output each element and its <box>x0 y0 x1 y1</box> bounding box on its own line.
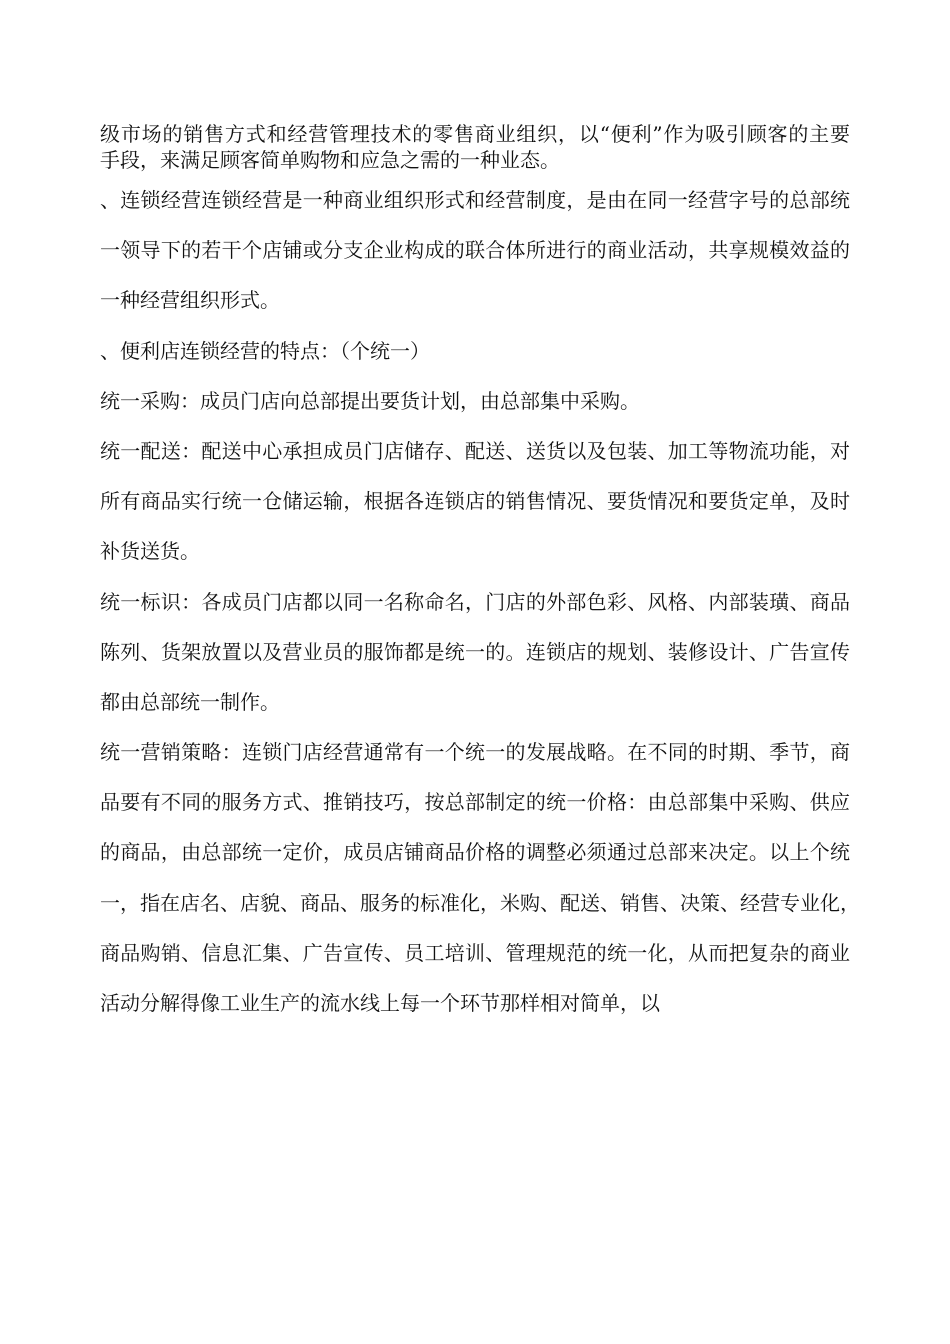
text-line: 统一营销策略：连锁门店经营通常有一个统一的发展战略。在不同的时期、季节，商 <box>100 740 850 764</box>
text-line: 统一标识：各成员门店都以同一名称命名，门店的外部色彩、风格、内部装璜、商品 <box>100 590 850 614</box>
text-line: 商品购销、信息汇集、广告宣传、员工培训、管理规范的统一化，从而把复杂的商业 <box>100 941 850 965</box>
text-line: 、连锁经营连锁经营是一种商业组织形式和经营制度，是由在同一经营字号的总部统 <box>100 188 850 212</box>
text-line: 补货送货。 <box>100 539 200 563</box>
text-line: 统一配送：配送中心承担成员门店储存、配送、送货以及包装、加工等物流功能，对 <box>100 439 850 463</box>
text-line: 陈列、货架放置以及营业员的服饰都是统一的。连锁店的规划、装修设计、广告宣传 <box>100 640 850 664</box>
text-line: 一，指在店名、店貌、商品、服务的标准化，米购、配送、销售、决策、经营专业化， <box>100 891 860 915</box>
text-line: 都由总部统一制作。 <box>100 690 280 714</box>
text-line: 的商品，由总部统一定价，成员店铺商品价格的调整必须通过总部来决定。以上个统 <box>100 840 850 864</box>
text-line: 一种经营组织形式。 <box>100 288 280 312</box>
text-line: 级市场的销售方式和经营管理技术的零售商业组织，以“便利”作为吸引顾客的主要 <box>100 122 850 146</box>
text-line: 手段，来满足顾客简单购物和应急之需的一种业态。 <box>100 148 560 172</box>
text-line: 活动分解得像工业生产的流水线上每一个环节那样相对简单，以 <box>100 991 660 1015</box>
text-line: 、便利店连锁经营的特点：（个统一） <box>100 339 430 363</box>
text-line: 所有商品实行统一仓储运输，根据各连锁店的销售情况、要货情况和要货定单，及时 <box>100 489 850 513</box>
text-line: 品要有不同的服务方式、推销技巧，按总部制定的统一价格：由总部集中采购、供应 <box>100 790 850 814</box>
text-line: 统一采购：成员门店向总部提出要货计划，由总部集中采购。 <box>100 389 640 413</box>
text-line: 一领导下的若干个店铺或分支企业构成的联合体所进行的商业活动，共享规模效益的 <box>100 238 850 262</box>
